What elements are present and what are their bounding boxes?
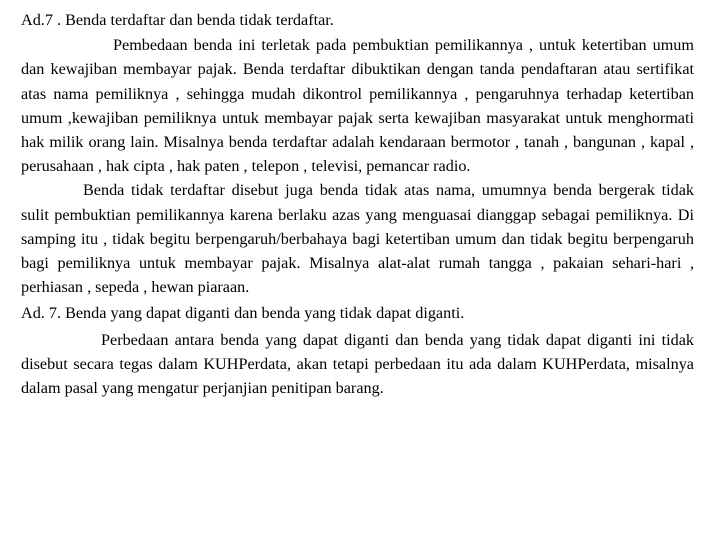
section-heading-replaceable-goods: Ad. 7. Benda yang dapat diganti dan benda yang tidak dapat diganti. bbox=[21, 304, 465, 323]
paragraph-registered-goods: Pembedaan benda ini terletak pada pembuktian pemilikannya , untuk ketertiban umum dan kewajiban membayar pajak. Benda terdaftar dibuktikan dengan tanda pendaftaran atau sertifikat atas nama pemiliknya , sehingga mudah dikontrol pemilikannya , pengaruhnya terhadap ketertiban umum ,kewajiban pemiliknya untuk membayar pajak serta kewajiban masyarakat untuk menghormati hak milik orang lain. Misalnya benda terdaftar adalah kendaraan bermotor , tanah , bangunan , kapal , perusahaan , hak cipta , hak paten , telepon , televisi, pemancar radio. bbox=[21, 36, 694, 176]
section-heading-registered-goods: Ad.7 . Benda terdaftar dan benda tidak terdaftar. bbox=[21, 11, 334, 29]
paragraph-replaceable-goods: Perbedaan antara benda yang dapat diganti dan benda yang tidak dapat diganti ini tidak disebut secara tegas dalam KUHPerdata, akan tetapi perbedaan itu ada dalam KUHPerdata, misalnya dalam pasal yang mengatur perjanjian penitipan barang. bbox=[21, 330, 694, 398]
document-page bbox=[21, 8, 694, 400]
paragraph-unregistered-goods: Benda tidak terdaftar disebut juga benda tidak atas nama, umumnya benda bergerak tidak sulit pembuktian pemilikannya karena berlaku azas yang menguasai dianggap sebagai pemiliknya. Di samping itu , tidak begitu berpengaruh/berbahaya bagi ketertiban umum dan tidak begitu berpengaruh bagi pemiliknya untuk membayar pajak. Misalnya alat-alat rumah tangga , pakaian sehari-hari , perhiasan , sepeda , hewan piaraan. bbox=[21, 181, 694, 297]
